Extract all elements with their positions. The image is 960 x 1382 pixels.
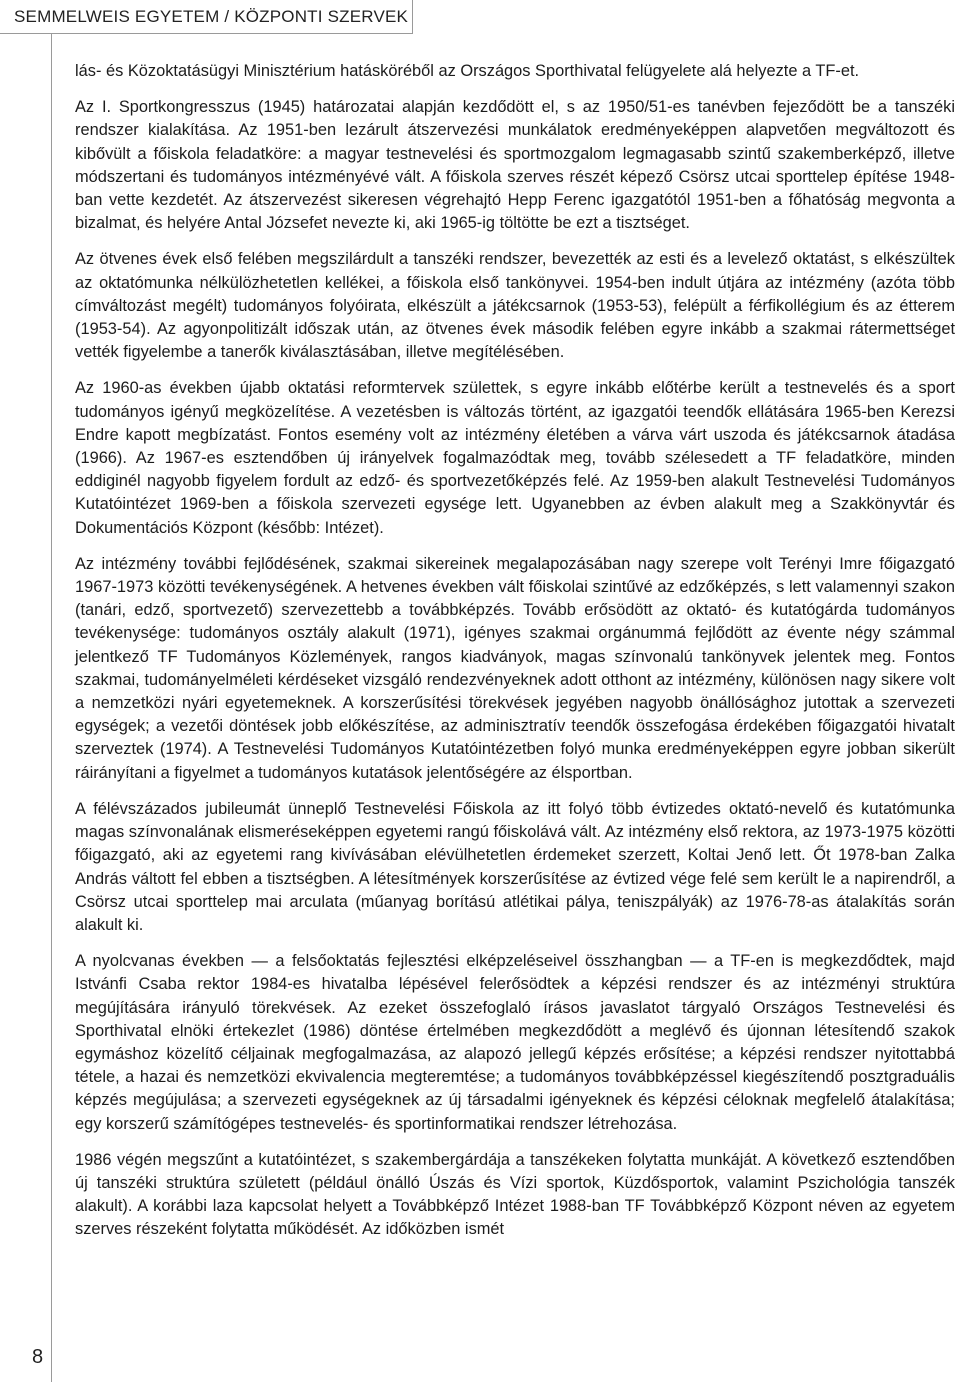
- running-header: [0, 0, 413, 34]
- paragraph: Az I. Sportkongresszus (1945) határozatai alapján kezdődött el, s az 1950/51-es tanévben fejeződött be a tanszéki rendszer kialakítása. Az 1951-ben lezárult átszervezési munkálatok eredményeképpen alapvetően megváltozott és kibővült a főiskola feladatköre: a magyar testnevelési és sportmozgalom legmagasabb szintű szakemberképző, illetve módszertani és tudományos intézményévé vált. A főiskola szerves részét képező Csörsz utcai sporttelep építése 1948-ban vette kezdetét. Az átszervezést sikeresen végrehajtó Hepp Ferenc igazgatótól 1951-ben a főhatóság megvonta a bizalmat, és helyére Antal Józsefet nevezte ki, aki 1965-ig töltötte be ezt a tisztséget.: [75, 98, 955, 233]
- body-text: [75, 60, 955, 1255]
- paragraph: A nyolcvanas években — a felsőoktatás fejlesztési elképzeléseivel összhangban — a TF-en is megkezdődtek, majd Istvánfi Csaba rektor 1984-es hivatalba lépésével felerősödtek a képzési rendszer és az intézményi struktúra megújítására irányuló törekvések. Az ezeket összefoglaló írásos javaslatot tárgyaló Országos Testnevelési és Sporthivatal elnöki értekezlet (1986) döntése értelmében megkezdődött a meglévő és újonnan létesítendő szakok egymáshoz közelítő céljainak megfogalmazása, az alapozó jellegű képzés erősítése; a képzési rendszer nyitottabbá tétele, a hazai és nemzetközi ekvivalencia megteremtése; a tudományos továbbképzéssel kiegészítendő posztgraduális képzés megújulása; a szervezeti egységeknek az új társadalmi igényeknek és képzési céloknak megfelelő átalakítása; egy korszerű számítógépes testnevelés- és sportinformatikai rendszer létrehozása.: [75, 952, 955, 1133]
- paragraph: Az intézmény további fejlődésének, szakmai sikereinek megalapozásában nagy szerepe volt Terényi Imre főigazgató 1967-1973 közötti tevékenységének. A hetvenes években vált főiskolai szintűvé az edzőképzés, s lett valamennyi szakon (tanári, edző, sportvezető) szervezettebb a továbbképzés. Tovább erősödött az oktató- és kutatógárda tudományos tevékenysége: tudományos osztály alakult (1971), igényes szakmai orgánummá fejlődött az évente négy számmal jelentkező TF Tudományos Közlemények, rangos kiadványok, magas színvonalú tankönyvek jelentek meg. Fontos szakmai, tudományelméleti kérdéseket vizsgáló rendezvényeknek adott otthont az intézmény, különösen nagy sikere volt a nemzetközi nyári egyetemeknek. A korszerűsítési törekvések jegyében nagyobb önállósághoz jutottak a szervezeti egységek; a vezetői döntések jobb előkészítése, az adminisztratív teendők összefogása érdekében főigazgatói hivatalt szerveztek (1974). A Testnevelési Tudományos Kutatóintézetben folyó munka eredményeképpen egyre jobban sikerült ráirányítani a figyelmet a tudományos kutatások jelentőségére az élsportban.: [75, 554, 955, 782]
- paragraph: Az ötvenes évek első felében megszilárdult a tanszéki rendszer, bevezették az esti és a levelező oktatást, s elkészültek az oktatómunka nélkülözhetetlen kellékei, a főiskola első tankönyvei. 1954-ben indult útjára az intézmény (azóta több címváltozást megélt) tudományos folyóirata, elkészült a játékcsarnok (1953-53), felépült a férfikollégium és az étterem (1953-54). Az agyonpolitizált időszak után, az ötvenes évek második felében egyre inkább a szakmai rátermettséget vették figyelembe a tanerők kiválasztásában, illetve megítélésében.: [75, 250, 955, 362]
- page-number: 8: [32, 1346, 44, 1368]
- running-header-title: SEMMELWEIS EGYETEM / KÖZPONTI SZERVEK: [14, 7, 409, 26]
- paragraph: A félévszázados jubileumát ünneplő Testnevelési Főiskola az itt folyó több évtizedes oktató-nevelő és kutatómunka magas színvonalának elismeréseképpen egyetemi rangú főiskolává vált. Az intézmény első rektora, az 1973-1975 közötti főigazgató, aki az egyetemi rang kivívásában elévülhetetlen érdemeket szerzett, Koltai Jenő lett. Őt 1978-ban Zalka András váltott fel ebben a tisztségben. A létesítmények korszerűsítése az évtized vége felé sem került le a napirendről, a Csörsz utcai sporttelep mai arculata (műanyag borítású atlétikai pálya, teniszpályák) az 1976-78-as átalakítás során alakult ki.: [75, 799, 955, 934]
- paragraph: Az 1960-as években újabb oktatási reformtervek születtek, s egyre inkább előtérbe került a testnevelés és a sport tudományos igényű megközelítése. A vezetésben is változás történt, az igazgatói teendők ellátására 1965-ben Kerezsi Endre kapott megbízatást. Fontos esemény volt az intézmény életében a várva várt uszoda és játékcsarnok átadása (1966). Az 1967-es esztendőben új irányelvek fogalmazódtak meg, tovább szélesedett a TF feladatköre, minden eddiginél nagyobb figyelem fordult az edző- és sportvezetőképzés felé. Az 1959-ben alakult Testnevelési Tudományos Kutatóintézet 1969-ben a főiskola szervezeti egysége lett. Ugyanebben az évben alakult meg a Szakkönyvtár és Dokumentációs Központ (később: Intézet).: [75, 379, 955, 537]
- paragraph: lás- és Közoktatásügyi Minisztérium hatásköréből az Országos Sporthivatal felügyelete alá helyezte a TF-et.: [75, 62, 860, 80]
- paragraph: 1986 végén megszűnt a kutatóintézet, s szakembergárdája a tanszékeken folytatta munkáját. A következő esztendőben új tanszéki struktúra született (például önálló Úszás és Vízi sportok, Küzdősportok, valamint Pszichológia tanszék alakult). A korábbi laza kapcsolat helyett a Továbbképző Intézet 1988-ban TF Továbbképző Központ néven az egyetem szerves részeként folytatta működését. Az időközben ismét: [75, 1150, 955, 1239]
- margin-rule: [51, 34, 52, 1382]
